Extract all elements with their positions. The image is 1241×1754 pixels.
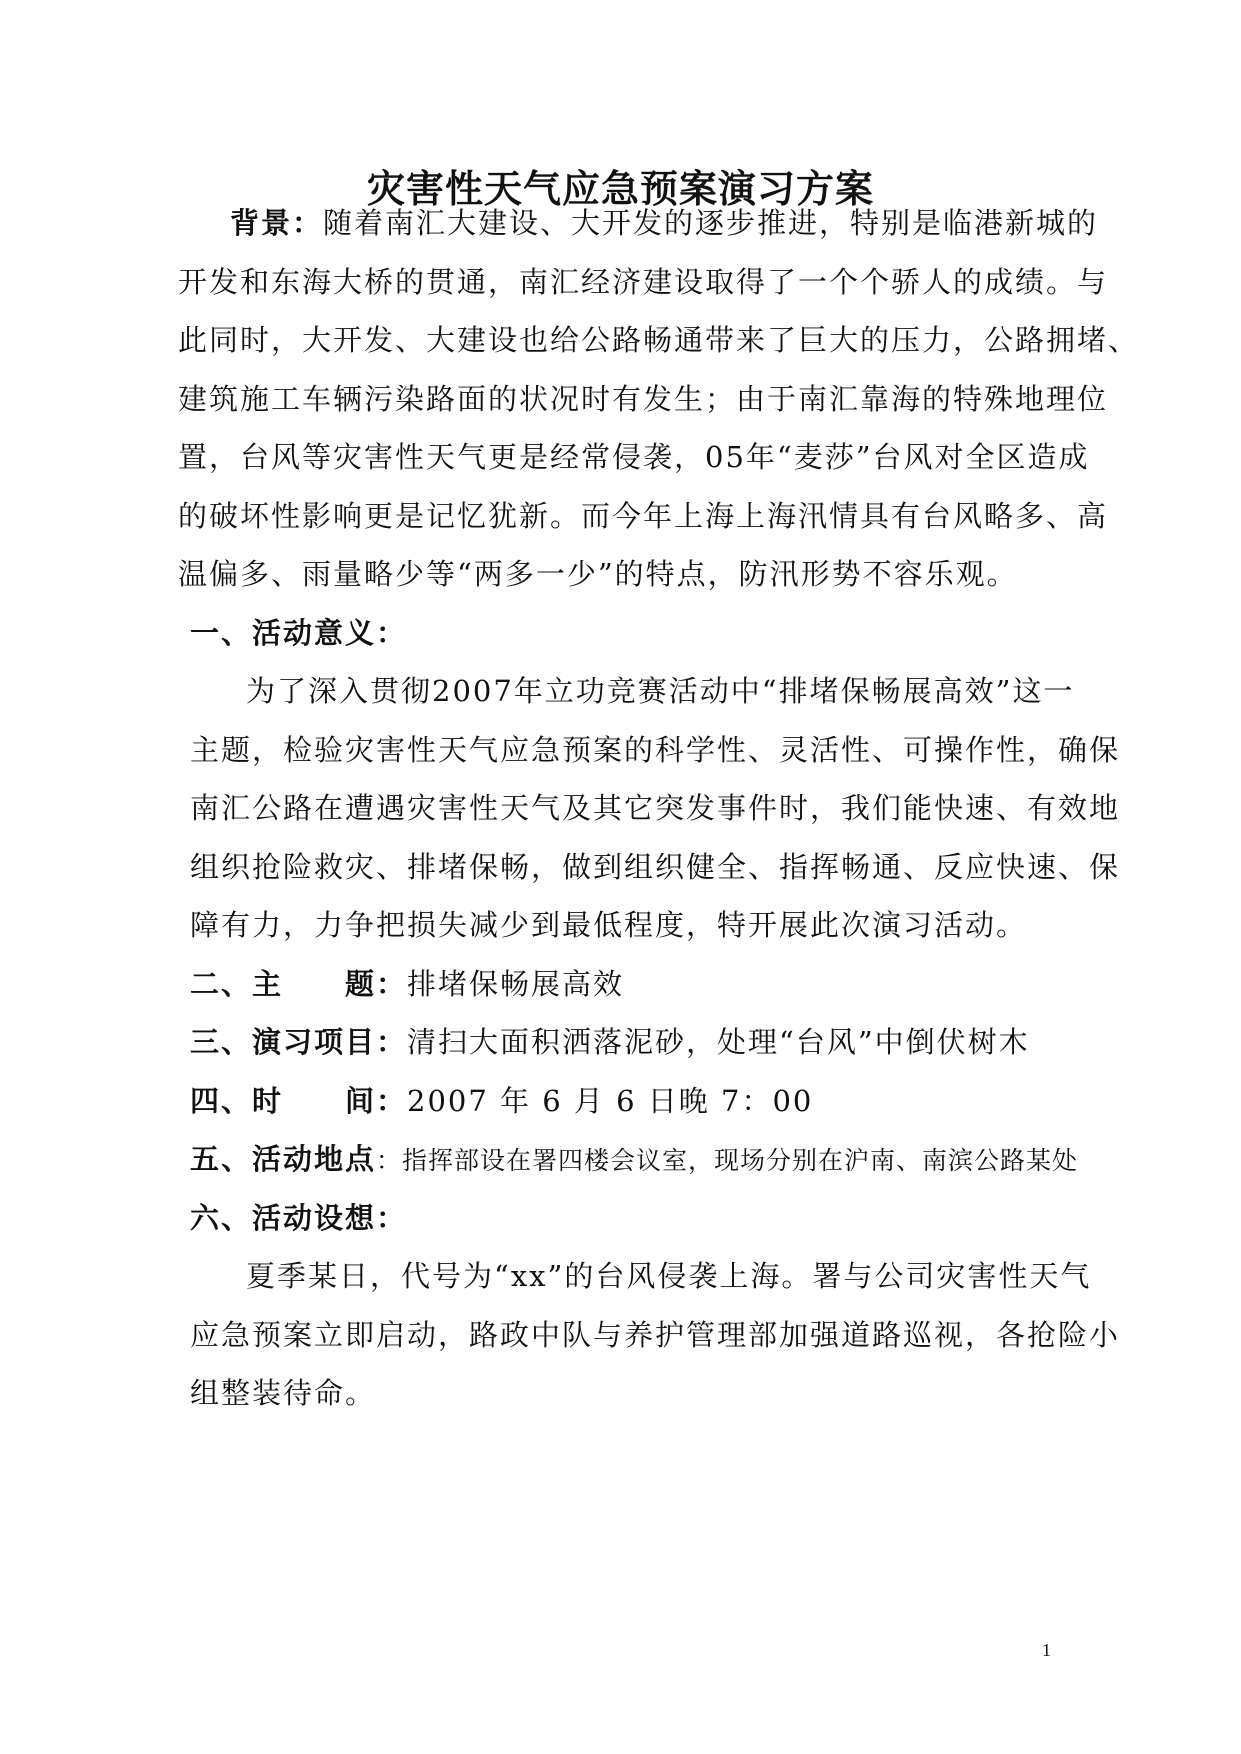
- background-text: 随着南汇大建设、大开发的逐步推进，特别是临港新城的: [323, 206, 1099, 240]
- background-line-2: 开发和东海大桥的贯通，南汇经济建设取得了一个个骄人的成绩。与: [178, 265, 1109, 299]
- section6-line-2: 应急预案立即启动，路政中队与养护管理部加强道路巡视，各抢险小: [190, 1318, 1121, 1352]
- section5-value: ：指挥部设在署四楼会议室，现场分别在沪南、南滨公路某处: [376, 1146, 1079, 1175]
- section3-value: 清扫大面积洒落泥砂，处理“台风”中倒伏树木: [407, 1025, 1030, 1059]
- section3-label: 三、演习项目：: [190, 1025, 408, 1059]
- background-line-6: 的破坏性影响更是记忆犹新。而今年上海上海汛情具有台风略多、高: [178, 499, 1109, 533]
- section1-line-3: 南汇公路在遭遇灾害性天气及其它突发事件时，我们能快速、有效地: [190, 791, 1121, 825]
- background-line-1: [230, 203, 1098, 243]
- section2-label: 二、主 题：: [190, 967, 408, 1001]
- background-label: 背景：: [230, 206, 324, 240]
- section3: [190, 1022, 1030, 1062]
- page-number: 1: [1042, 1640, 1051, 1660]
- section1-line-2: 主题，检验灾害性天气应急预案的科学性、灵活性、可操作性，确保: [190, 733, 1121, 767]
- section2: [190, 964, 624, 1004]
- section6-heading: 六、活动设想：: [190, 1201, 408, 1235]
- section5: [190, 1139, 1078, 1181]
- section1-line-5: 障有力，力争把损失减少到最低程度，特开展此次演习活动。: [190, 908, 1028, 942]
- section6-line-3: 组整装待命。: [190, 1376, 377, 1410]
- document-title: 灾害性天气应急预案演习方案: [366, 166, 874, 211]
- section4-value: 2007 年 6 月 6 日晚 7：00: [407, 1084, 814, 1118]
- section4-label: 四、时 间：: [190, 1084, 408, 1118]
- background-line-7: 温偏多、雨量略少等“两多一少”的特点，防汛形势不容乐观。: [178, 557, 1018, 591]
- section2-value: 排堵保畅展高效: [407, 967, 625, 1001]
- section4: [190, 1081, 813, 1121]
- section5-label: 五、活动地点: [190, 1142, 377, 1176]
- background-line-3: 此同时，大开发、大建设也给公路畅通带来了巨大的压力，公路拥堵、: [178, 323, 1140, 357]
- section1-heading: 一、活动意义：: [190, 616, 408, 650]
- section1-line-4: 组织抢险救灾、排堵保畅，做到组织健全、指挥畅通、反应快速、保: [190, 850, 1121, 884]
- section1-line-1: 为了深入贯彻2007年立功竞赛活动中“排堵保畅展高效”这一: [246, 674, 1075, 708]
- background-line-4: 建筑施工车辆污染路面的状况时有发生；由于南汇靠海的特殊地理位: [178, 382, 1109, 416]
- background-line-5: 置，台风等灾害性天气更是经常侵袭，05年“麦莎”台风对全区造成: [178, 440, 1090, 474]
- section6-line-1: 夏季某日，代号为“xx”的台风侵袭上海。署与公司灾害性天气: [246, 1259, 1092, 1293]
